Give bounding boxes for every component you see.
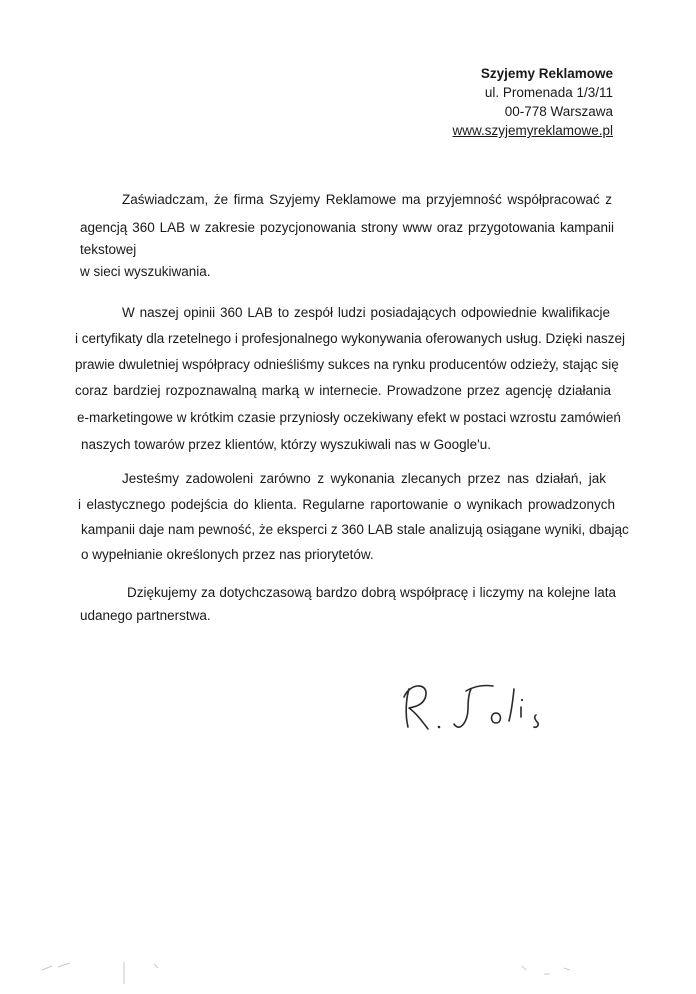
sender-address <box>452 64 613 140</box>
scan-mark-left <box>40 960 80 974</box>
paragraph-2-line-2: i certyfikaty dla rzetelnego i profesjonalnego wykonywania oferowanych usług. Dzięki naszej <box>75 331 626 346</box>
sender-company: Szyjemy Reklamowe <box>480 66 613 81</box>
paragraph-1-line-1: Zaświadczam, że firma Szyjemy Reklamowe ma przyjemność współpracować z <box>122 192 612 207</box>
paragraph-2-line-4: coraz bardziej rozpoznawalną marką w internecie. Prowadzone przez agencję działania <box>75 383 611 398</box>
paragraph-3-line-3: kampanii daje nam pewność, że eksperci z 360 LAB stale analizują osiągane wyniki, dbając <box>81 522 629 537</box>
paragraph-4-line-2: udanego partnerstwa. <box>80 608 211 623</box>
sender-website: www.szyjemyreklamowe.pl <box>452 123 613 138</box>
paragraph-3-line-1: Jesteśmy zadowoleni zarówno z wykonania zlecanych przez nas działań, jak <box>122 471 606 486</box>
paragraph-4-line-1: Dziękujemy za dotychczasową bardzo dobrą współpracę i liczymy na kolejne lata <box>127 585 616 600</box>
paragraph-2-line-1: W naszej opinii 360 LAB to zespół ludzi posiadających odpowiednie kwalifikacje <box>122 305 610 320</box>
paragraph-2-line-6: naszych towarów przez klientów, którzy wyszukiwali nas w Google'u. <box>81 437 491 452</box>
paragraph-2-line-5: e-marketingowe w krótkim czasie przyniosły oczekiwany efekt w postaci wzrostu zamówień <box>77 410 621 425</box>
paragraph-3-line-4: o wypełnianie określonych przez nas priorytetów. <box>81 547 374 562</box>
paragraph-1-line-2: agencją 360 LAB w zakresie pozycjonowania strony www oraz przygotowania kampanii <box>80 220 614 235</box>
sender-city: 00-778 Warszawa <box>504 104 613 119</box>
sender-street: ul. Promenada 1/3/11 <box>484 85 613 100</box>
paragraph-3-line-2: i elastycznego podejścia do klienta. Regularne raportowanie o wynikach prowadzonych <box>78 497 615 512</box>
scan-mark-center <box>118 958 168 986</box>
paragraph-1-line-4: w sieci wyszukiwania. <box>80 264 211 279</box>
scan-mark-right <box>520 962 580 978</box>
paragraph-1-line-3: tekstowej <box>80 242 137 257</box>
handwritten-signature <box>396 677 556 739</box>
paragraph-2-line-3: prawie dwuletniej współpracy odnieśliśmy sukces na rynku producentów odzieży, stając się <box>75 357 619 372</box>
